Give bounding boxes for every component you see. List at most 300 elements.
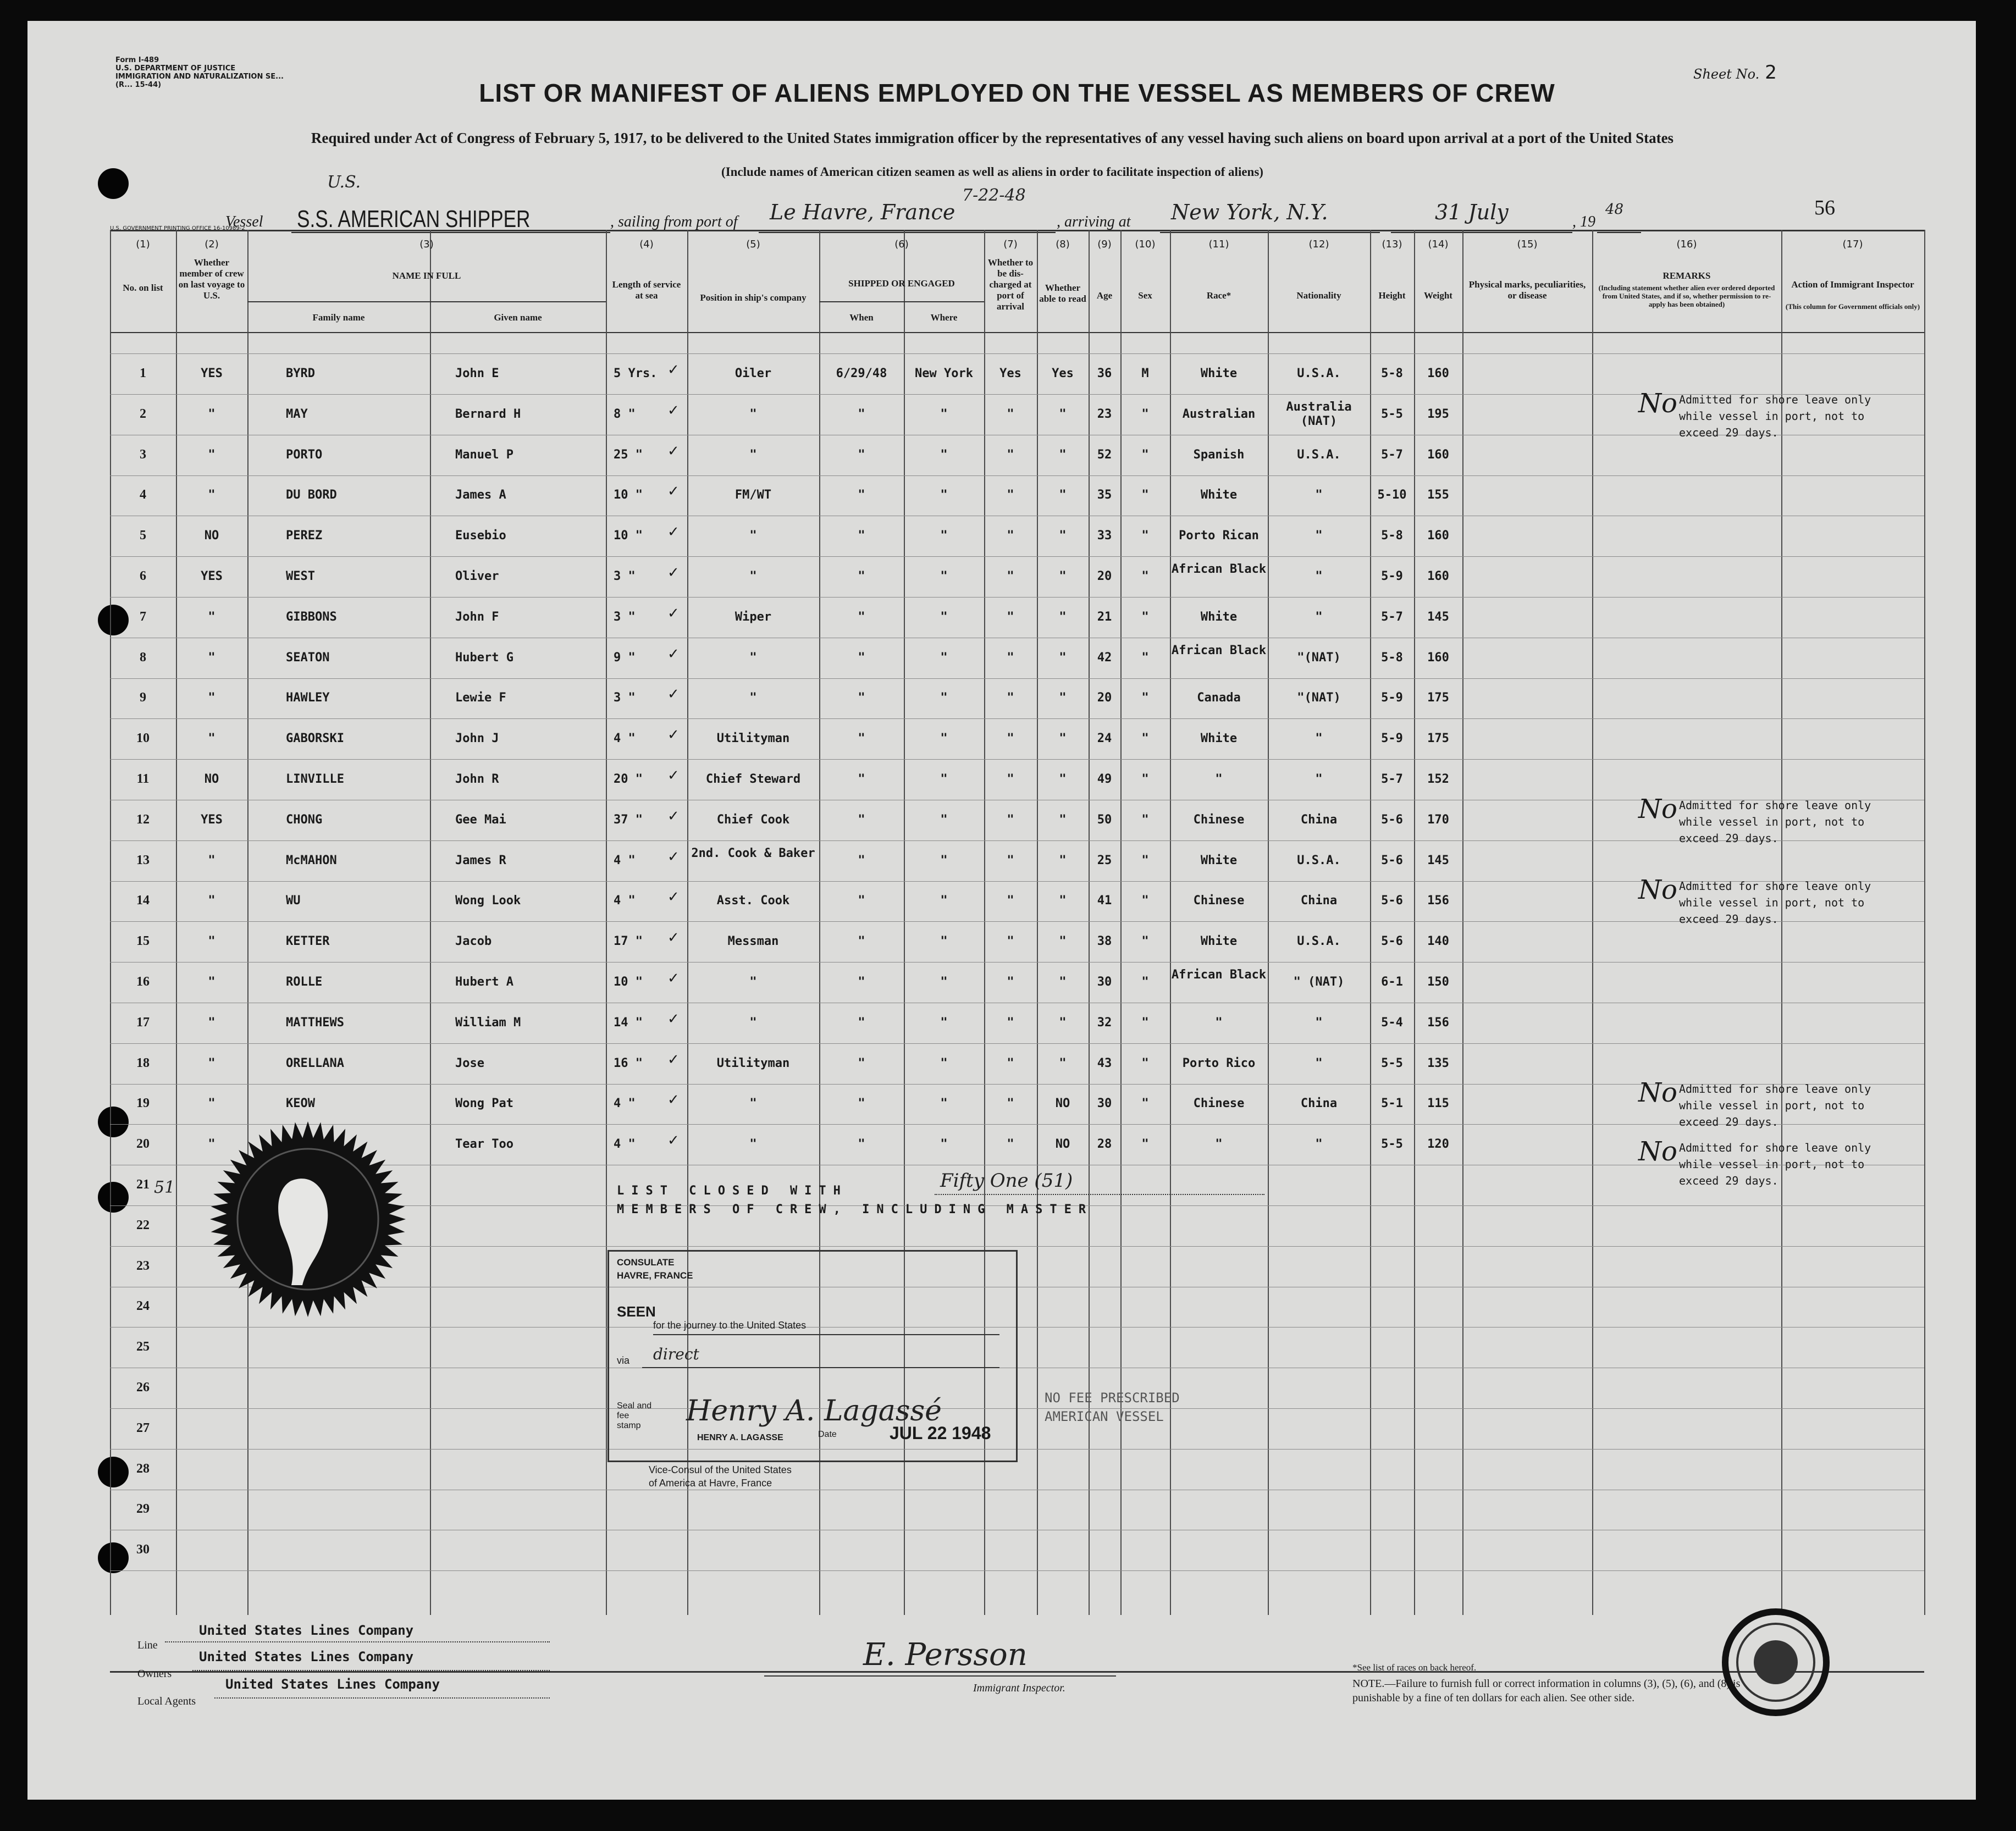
- consulate-journey: for the journey to the United States: [653, 1320, 807, 1331]
- row-number: 24: [136, 1299, 150, 1313]
- header-shipped-engaged: SHIPPED OR ENGAGED: [848, 278, 955, 289]
- cell-age: 43: [1097, 1056, 1112, 1070]
- cell-where: ": [940, 488, 948, 502]
- vessel-note: U.S.: [327, 173, 361, 192]
- cell-disch: ": [1007, 854, 1014, 867]
- cell-weight: 152: [1427, 772, 1449, 786]
- cell-disch: ": [1007, 732, 1014, 745]
- cell-service: 9 ": [614, 651, 636, 665]
- consulate-seen: SEEN: [617, 1303, 656, 1320]
- cell-race: White: [1200, 367, 1238, 380]
- cell-age: 20: [1097, 569, 1112, 583]
- cell-when: ": [858, 854, 865, 867]
- cell-where: ": [940, 1056, 948, 1070]
- arriving-label: , arriving at: [1057, 213, 1131, 230]
- cell-last: ": [208, 1097, 216, 1110]
- cell-read: ": [1059, 854, 1067, 867]
- closing-line-2: MEMBERS OF CREW, INCLUDING MASTER: [617, 1203, 1093, 1216]
- cell-nationality: China: [1300, 1097, 1338, 1110]
- cell-age: 30: [1097, 975, 1112, 989]
- cell-nationality: " (NAT): [1293, 975, 1345, 989]
- remark-line: exceed 29 days.: [1679, 1174, 1779, 1187]
- header-family-name: Family name: [312, 312, 365, 323]
- consulate-stamp: [607, 1250, 1018, 1462]
- column-number: (10): [1135, 239, 1156, 250]
- printer-line: U.S. GOVERNMENT PRINTING OFFICE 16-10989-2: [110, 225, 245, 231]
- form-revision: (R... 15-44): [115, 81, 162, 89]
- cell-family: ORELLANA: [286, 1056, 344, 1070]
- row-number: 6: [140, 569, 146, 583]
- cell-sex: ": [1141, 529, 1149, 543]
- cell-weight: 160: [1427, 448, 1449, 462]
- cell-height: 5-6: [1381, 813, 1403, 827]
- checkmark: ✓: [667, 565, 680, 581]
- cell-read: ": [1059, 1056, 1067, 1070]
- sailing-date: 7-22-48: [962, 186, 1026, 205]
- cell-read: ": [1059, 894, 1067, 908]
- cell-disch: ": [1007, 529, 1014, 543]
- cell-where: ": [940, 934, 948, 948]
- cell-family: ROLLE: [286, 975, 323, 989]
- cell-sex: ": [1141, 691, 1149, 705]
- sailing-label: , sailing from port of: [610, 213, 738, 230]
- cell-disch: ": [1007, 651, 1014, 665]
- cell-family: MAY: [286, 407, 308, 421]
- column-number: (17): [1842, 239, 1863, 250]
- cell-weight: 160: [1427, 651, 1449, 665]
- row-number: 12: [136, 812, 150, 827]
- remark-note: [1679, 391, 1871, 441]
- department: U.S. DEPARTMENT OF JUSTICE: [115, 64, 236, 73]
- cell-last: ": [208, 1137, 216, 1151]
- cell-race: Porto Rican: [1179, 529, 1259, 543]
- cell-family: DU BORD: [286, 488, 337, 502]
- cell-race: Spanish: [1193, 448, 1245, 462]
- cell-position: ": [749, 529, 757, 543]
- cell-height: 5-7: [1381, 610, 1403, 624]
- sheet-number-value: 2: [1765, 62, 1777, 84]
- cell-last: ": [208, 1056, 216, 1070]
- owners-label: Owners: [137, 1668, 172, 1680]
- cell-family: LINVILLE: [286, 772, 344, 786]
- cell-height: 5-5: [1381, 1137, 1403, 1151]
- cell-sex: ": [1141, 975, 1149, 989]
- cell-race: African Black: [1171, 968, 1267, 982]
- consulate-seal-label: Seal and fee stamp: [617, 1401, 652, 1430]
- cell-service: 10 ": [614, 488, 643, 502]
- cell-disch: ": [1007, 448, 1014, 462]
- cell-given: Gee Mai: [455, 813, 506, 827]
- checkmark: ✓: [667, 1132, 680, 1149]
- cell-service: 3 ": [614, 691, 636, 705]
- remark-mark: No: [1638, 794, 1677, 825]
- cell-position: Messman: [727, 934, 779, 948]
- no-fee-stamp: [1045, 1389, 1180, 1426]
- cell-age: 41: [1097, 894, 1112, 908]
- row-divider: [110, 597, 1924, 598]
- row-number: 23: [136, 1259, 150, 1273]
- sheet-label: Sheet No.: [1693, 67, 1760, 82]
- header-height: Height: [1378, 290, 1406, 301]
- cell-sex: ": [1141, 407, 1149, 421]
- cell-sex: ": [1141, 813, 1149, 827]
- cell-nationality: China: [1300, 894, 1338, 908]
- header-race: Race*: [1206, 290, 1231, 301]
- column-number: (14): [1428, 239, 1449, 250]
- cell-when: ": [858, 975, 865, 989]
- cell-age: 32: [1097, 1016, 1112, 1030]
- cell-family: HAWLEY: [286, 691, 330, 705]
- cell-given: Eusebio: [455, 529, 506, 543]
- cell-age: 21: [1097, 610, 1112, 624]
- cell-position: Utilityman: [716, 1056, 790, 1070]
- consulate-via-value: direct: [653, 1345, 699, 1363]
- cell-given: Tear Too: [455, 1137, 513, 1151]
- cell-race: ": [1215, 772, 1223, 786]
- cell-nationality: "(NAT): [1297, 691, 1341, 705]
- cell-age: 25: [1097, 854, 1112, 867]
- subtitle-note: (Include names of American citizen seamen as well as aliens in order to facilitate inspection of aliens): [721, 165, 1263, 179]
- checkmark: ✓: [667, 402, 680, 419]
- remark-note: [1679, 1139, 1871, 1189]
- row-number: 26: [136, 1380, 150, 1395]
- cell-race: Australian: [1182, 407, 1256, 421]
- remark-mark: No: [1638, 1136, 1677, 1167]
- cell-given: James R: [455, 854, 506, 867]
- column-divider: [1370, 230, 1371, 1615]
- arriving-port: New York, N.Y.: [1171, 200, 1328, 224]
- row-divider: [110, 921, 1924, 922]
- cell-nationality: U.S.A.: [1297, 448, 1341, 462]
- remark-line: exceed 29 days.: [1679, 426, 1779, 439]
- row-divider: [110, 678, 1924, 679]
- row-number: 30: [136, 1542, 150, 1557]
- sailing-port: Le Havre, France: [770, 200, 955, 224]
- cell-weight: 120: [1427, 1137, 1449, 1151]
- cell-disch: Yes: [999, 367, 1021, 380]
- header-length-service: Length of service at sea: [612, 279, 681, 301]
- checkmark: ✓: [667, 727, 680, 743]
- remark-line: Admitted for shore leave only: [1679, 799, 1871, 812]
- cell-weight: 156: [1427, 1016, 1449, 1030]
- cell-where: ": [940, 1016, 948, 1030]
- cell-where: ": [940, 894, 948, 908]
- remark-note: [1679, 878, 1871, 927]
- cell-given: John E: [455, 367, 499, 380]
- cell-when: ": [858, 691, 865, 705]
- cell-given: Lewie F: [455, 691, 506, 705]
- cell-sex: ": [1141, 934, 1149, 948]
- cell-where: New York: [915, 367, 973, 380]
- cell-service: 5 Yrs.: [614, 367, 658, 380]
- cell-height: 5-9: [1381, 732, 1403, 745]
- column-number: (1): [136, 239, 150, 250]
- cell-position: Oiler: [734, 367, 772, 380]
- cell-service: 4 ": [614, 1097, 636, 1110]
- cell-height: 5-6: [1381, 934, 1403, 948]
- cell-disch: ": [1007, 488, 1014, 502]
- cell-where: ": [940, 651, 948, 665]
- cell-read: ": [1059, 732, 1067, 745]
- cell-last: ": [208, 488, 216, 502]
- cell-race: ": [1215, 1137, 1223, 1151]
- vice-consul-line-1: Vice-Consul of the United States: [649, 1464, 792, 1475]
- row-number: 16: [136, 975, 150, 989]
- cell-service: 4 ": [614, 854, 636, 867]
- cell-height: 5-5: [1381, 1056, 1403, 1070]
- year-prefix: , 19: [1572, 213, 1595, 230]
- cell-sex: ": [1141, 894, 1149, 908]
- cell-when: ": [858, 407, 865, 421]
- cell-read: ": [1059, 691, 1067, 705]
- column-number: (4): [639, 239, 654, 250]
- header-subrule: [247, 301, 606, 302]
- cell-service: 8 ": [614, 407, 636, 421]
- cell-where: ": [940, 529, 948, 543]
- cell-nationality: ": [1315, 488, 1323, 502]
- cell-service: 3 ": [614, 569, 636, 583]
- cell-where: ": [940, 448, 948, 462]
- column-divider: [1037, 230, 1038, 1615]
- checkmark: ✓: [667, 443, 680, 460]
- cell-last: ": [208, 894, 216, 908]
- cell-position: ": [749, 1016, 757, 1030]
- cell-read: Yes: [1052, 367, 1074, 380]
- cell-read: NO: [1055, 1097, 1070, 1110]
- cell-last: ": [208, 610, 216, 624]
- cell-where: ": [940, 975, 948, 989]
- row-number: 27: [136, 1421, 150, 1435]
- cell-sex: ": [1141, 1056, 1149, 1070]
- no-fee-line-1: NO FEE PRESCRIBED: [1045, 1390, 1180, 1406]
- cell-read: ": [1059, 569, 1067, 583]
- cell-last: YES: [201, 813, 223, 827]
- row-number: 18: [136, 1056, 150, 1070]
- column-divider: [430, 230, 431, 1615]
- cell-sex: M: [1141, 367, 1149, 380]
- header-last-voyage: Whether member of crew on last voyage to U.S.: [178, 257, 245, 301]
- row-number: 1: [140, 366, 146, 380]
- remark-line: Admitted for shore leave only: [1679, 879, 1871, 893]
- cell-nationality: ": [1315, 732, 1323, 745]
- row-number: 13: [136, 853, 150, 867]
- cell-weight: 160: [1427, 529, 1449, 543]
- cell-weight: 175: [1427, 691, 1449, 705]
- round-official-stamp: [1721, 1607, 1831, 1717]
- cell-weight: 155: [1427, 488, 1449, 502]
- column-divider: [1592, 230, 1593, 1615]
- cell-service: 17 ": [614, 934, 643, 948]
- column-number: (13): [1382, 239, 1402, 250]
- vessel-label: Vessel: [225, 213, 263, 230]
- cell-age: 33: [1097, 529, 1112, 543]
- cell-family: SEATON: [286, 651, 330, 665]
- remark-line: exceed 29 days.: [1679, 912, 1779, 926]
- cell-race: White: [1200, 732, 1238, 745]
- cell-last: ": [208, 448, 216, 462]
- service: IMMIGRATION AND NATURALIZATION SE...: [115, 73, 284, 81]
- cell-family: McMAHON: [286, 854, 337, 867]
- cell-position: ": [749, 569, 757, 583]
- cell-race: Chinese: [1193, 813, 1245, 827]
- row-number: 21: [136, 1177, 150, 1192]
- column-number: (16): [1676, 239, 1697, 250]
- cell-height: 5-8: [1381, 367, 1403, 380]
- header-action: Action of Immigrant Inspector: [1791, 279, 1914, 290]
- remark-mark: No: [1638, 875, 1677, 905]
- cell-family: KEOW: [286, 1097, 315, 1110]
- cell-nationality: "(NAT): [1297, 651, 1341, 665]
- remark-line: exceed 29 days.: [1679, 1115, 1779, 1129]
- cell-disch: ": [1007, 610, 1014, 624]
- checkmark: ✓: [667, 808, 680, 825]
- cell-disch: ": [1007, 691, 1014, 705]
- cell-service: 4 ": [614, 894, 636, 908]
- owners-value: United States Lines Company: [199, 1649, 414, 1664]
- cell-when: ": [858, 610, 865, 624]
- checkmark: ✓: [667, 970, 680, 987]
- header-action-note: (This column for Government officials only): [1785, 302, 1920, 311]
- cell-position: ": [749, 407, 757, 421]
- cell-nationality: ": [1315, 1016, 1323, 1030]
- cell-when: ": [858, 569, 865, 583]
- header-no-on-list: No. on list: [123, 283, 163, 293]
- cell-when: ": [858, 651, 865, 665]
- cell-family: BYRD: [286, 367, 315, 380]
- cell-where: ": [940, 610, 948, 624]
- cell-given: Manuel P: [455, 448, 513, 462]
- cell-nationality: ": [1315, 529, 1323, 543]
- page-mark: 56: [1814, 196, 1835, 219]
- cell-service: 4 ": [614, 732, 636, 745]
- cell-service: 3 ": [614, 610, 636, 624]
- column-divider: [1268, 230, 1269, 1615]
- cell-last: ": [208, 1016, 216, 1030]
- cell-disch: ": [1007, 1097, 1014, 1110]
- row-number: 8: [140, 650, 146, 665]
- cell-given: Hubert G: [455, 651, 513, 665]
- cell-height: 5-5: [1381, 407, 1403, 421]
- cell-position: Utilityman: [716, 732, 790, 745]
- checkmark: ✓: [667, 686, 680, 702]
- cell-sex: ": [1141, 610, 1149, 624]
- inspector-label: Immigrant Inspector.: [973, 1682, 1065, 1694]
- cell-where: ": [940, 569, 948, 583]
- remark-line: Admitted for shore leave only: [1679, 1141, 1871, 1154]
- arriving-date: 31 July: [1435, 200, 1509, 224]
- cell-family: GABORSKI: [286, 732, 344, 745]
- cell-family: WEST: [286, 569, 315, 583]
- cell-when: ": [858, 732, 865, 745]
- cell-where: ": [940, 407, 948, 421]
- cell-position: Asst. Cook: [716, 894, 790, 908]
- row-divider: [110, 1043, 1924, 1044]
- column-divider: [1924, 230, 1925, 1615]
- cell-read: ": [1059, 448, 1067, 462]
- cell-read: NO: [1055, 1137, 1070, 1151]
- vice-consul-line-2: of America at Havre, France: [649, 1478, 772, 1489]
- header-name-in-full: NAME IN FULL: [392, 270, 461, 281]
- cell-disch: ": [1007, 894, 1014, 908]
- line-value: United States Lines Company: [199, 1623, 414, 1638]
- checkmark: ✓: [667, 889, 680, 905]
- cell-weight: 145: [1427, 854, 1449, 867]
- race-note: *See list of races on back hereof.: [1352, 1662, 1477, 1673]
- closing-text: LIST CLOSED WITH: [617, 1184, 848, 1198]
- cell-weight: 115: [1427, 1097, 1449, 1110]
- cell-sex: ": [1141, 854, 1149, 867]
- row-divider: [110, 1570, 1924, 1571]
- cell-service: 14 ": [614, 1016, 643, 1030]
- cell-last: ": [208, 732, 216, 745]
- cell-position: Chief Cook: [716, 813, 790, 827]
- cell-family: PORTO: [286, 448, 323, 462]
- cell-last: NO: [204, 772, 219, 786]
- cell-last: ": [208, 407, 216, 421]
- header-age: Age: [1096, 290, 1113, 301]
- row-divider: [110, 718, 1924, 719]
- cell-age: 50: [1097, 813, 1112, 827]
- column-divider: [247, 230, 248, 1615]
- cell-sex: ": [1141, 1137, 1149, 1151]
- remark-line: Admitted for shore leave only: [1679, 393, 1871, 406]
- cell-family: GIBBONS: [286, 610, 337, 624]
- cell-when: ": [858, 894, 865, 908]
- column-divider: [1414, 230, 1415, 1615]
- closing-written-count: Fifty One (51): [940, 1170, 1073, 1192]
- cell-age: 35: [1097, 488, 1112, 502]
- cell-when: ": [858, 488, 865, 502]
- consulate-line-2: HAVRE, FRANCE: [617, 1270, 693, 1281]
- checkmark: ✓: [667, 483, 680, 500]
- cell-family: KETTER: [286, 934, 330, 948]
- cell-read: ": [1059, 772, 1067, 786]
- row-number: 17: [136, 1015, 150, 1030]
- row-number: 11: [136, 772, 150, 786]
- remark-line: exceed 29 days.: [1679, 832, 1779, 845]
- cell-weight: 160: [1427, 367, 1449, 380]
- cell-family: MATTHEWS: [286, 1016, 344, 1030]
- no-fee-line-2: AMERICAN VESSEL: [1045, 1409, 1164, 1424]
- cell-last: NO: [204, 529, 219, 543]
- cell-age: 20: [1097, 691, 1112, 705]
- row-number: 19: [136, 1096, 150, 1110]
- header-nationality: Nationality: [1296, 290, 1341, 301]
- checkmark: ✓: [667, 1092, 680, 1108]
- consulate-line-1: CONSULATE: [617, 1257, 675, 1268]
- cell-sex: ": [1141, 651, 1149, 665]
- row-number: 14: [136, 893, 150, 908]
- row-number: 15: [136, 934, 150, 948]
- cell-read: ": [1059, 529, 1067, 543]
- remark-line: while vessel in port, not to: [1679, 410, 1865, 423]
- form-number: Form I-489: [115, 56, 159, 64]
- cell-given: John R: [455, 772, 499, 786]
- cell-disch: ": [1007, 934, 1014, 948]
- inspector-signature: E. Persson: [863, 1637, 1028, 1673]
- cell-given: Bernard H: [455, 407, 521, 421]
- cell-position: ": [749, 448, 757, 462]
- header-subrule: [819, 301, 984, 302]
- column-number: (3): [419, 239, 434, 250]
- cell-nationality: ": [1315, 569, 1323, 583]
- column-number: (5): [746, 239, 760, 250]
- cell-weight: 150: [1427, 975, 1449, 989]
- remark-line: while vessel in port, not to: [1679, 1158, 1865, 1171]
- cell-nationality: ": [1315, 1137, 1323, 1151]
- cell-weight: 160: [1427, 569, 1449, 583]
- consulate-via-label: via: [617, 1355, 630, 1366]
